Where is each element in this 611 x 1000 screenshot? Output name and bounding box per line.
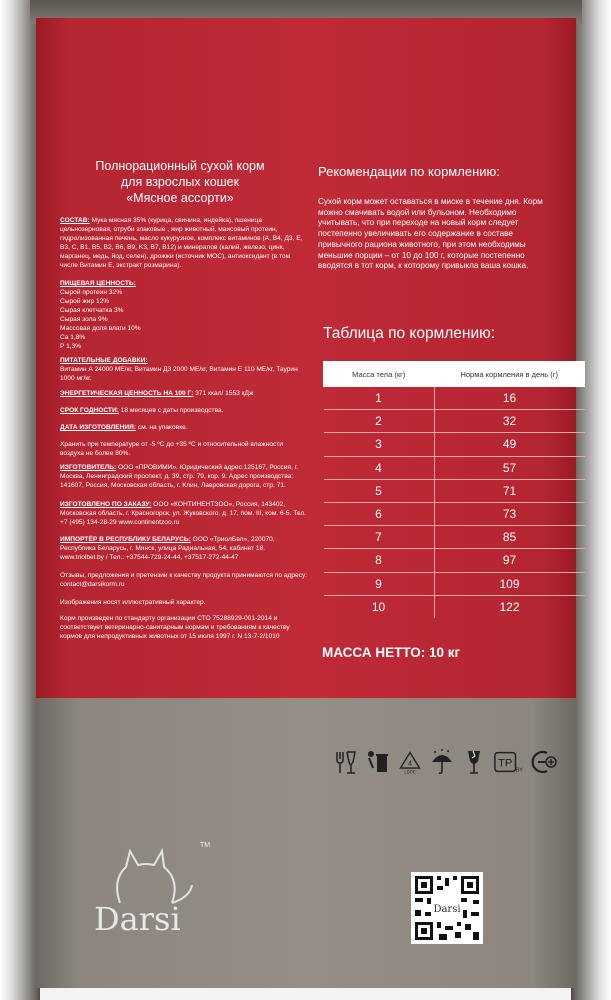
norm-cell: 32 <box>434 410 585 433</box>
package-icons <box>333 748 559 788</box>
nutrition-label: ПИЩЕВАЯ ЦЕННОСТЬ: <box>60 280 136 287</box>
nutrition-line: P 1,3% <box>60 343 82 350</box>
weight-cell: 1 <box>324 387 435 410</box>
nutrition-line: Сырой протеин 32% <box>60 289 123 296</box>
col-weight-header: Масса тела (кг) <box>324 362 435 387</box>
nutrition-line: Сырая клетчатка 3% <box>60 307 124 314</box>
nutrition-line: Ca 1,8% <box>60 334 86 341</box>
trademark-mark: TM <box>200 842 211 849</box>
bag-edge-left <box>0 0 40 1000</box>
norm-cell: 57 <box>434 456 585 479</box>
feeding-table-title: Таблица по кормлению: <box>323 325 496 342</box>
table-row <box>324 549 585 572</box>
bin-icon <box>365 748 391 776</box>
umbrella-icon <box>429 748 455 776</box>
weight-cell: 3 <box>324 433 435 456</box>
qr-icon <box>411 872 483 944</box>
title-line-2: для взрослых кошек <box>120 175 240 189</box>
fragile-icon <box>461 748 487 776</box>
table-row <box>324 433 585 456</box>
norm-cell: 122 <box>434 595 585 618</box>
manufacturer-block <box>60 463 308 490</box>
weight-cell: 7 <box>324 526 435 549</box>
norm-cell: 16 <box>434 387 585 410</box>
composition-label: СОСТАВ: <box>60 217 90 224</box>
energy-label: ЭНЕРГЕТИЧЕСКАЯ ЦЕННОСТЬ НА 100 Г: <box>60 390 194 397</box>
eac-icon <box>529 748 559 776</box>
weight-cell: 8 <box>324 549 435 572</box>
feedback-text: Отзывы, предложения и претензии к качеству продукта принимаются по адресу: contact@darsikorm.ru <box>60 572 308 588</box>
energy-block <box>60 389 308 398</box>
col-norm-header: Норма кормления в день (г) <box>434 362 585 387</box>
qr-label: Darsi <box>433 904 461 915</box>
table-row <box>324 387 585 410</box>
table-header-row <box>324 362 585 387</box>
recycle-icon <box>397 748 423 776</box>
shelf-text: 18 месяцев с даты производства. <box>120 407 224 414</box>
table-row <box>324 479 585 502</box>
manufacturer-label: ИЗГОТОВИТЕЛЬ: <box>60 464 117 471</box>
importer-label: ИМПОРТЁР В РЕСПУБЛИКУ БЕЛАРУСЬ: <box>60 536 191 543</box>
norm-cell: 71 <box>434 479 585 502</box>
shelf-block <box>60 406 308 415</box>
made-label: ДАТА ИЗГОТОВЛЕНИЯ: <box>60 424 137 431</box>
title-line-3: «Мясное ассорти» <box>126 191 234 205</box>
net-weight: МАССА НЕТТО: 10 кг <box>322 645 461 660</box>
grey-panel <box>36 698 576 988</box>
ordered-text: ООО «КОНТИНЕНТЗОО», Россия, 143402, Московская область, г. Красногорск, ул. Жуковского, д. 17, пом. III, ком. 6-5. Тел. +7 (495) 134-28-29 www.continentzoo.ru <box>60 501 306 526</box>
nutrition-line: Сырой жир 12% <box>60 298 110 305</box>
ordered-label: ИЗГОТОВЛЕНО ПО ЗАКАЗУ: <box>60 501 152 508</box>
storage-text: Хранить при температуре от -5 ºС до +35 ºС и относительной влажности воздуха не более 80%. <box>60 441 284 457</box>
norm-cell: 109 <box>434 572 585 595</box>
tr-sub-label: BY <box>515 767 523 774</box>
norm-cell: 85 <box>434 526 585 549</box>
composition-text: Мука мясная 35% (курица, свинина, индейка), пшеница цельнозерновая, отруби злаковые , жир животный, маисовый протеин, гидролизованная печень, масло кукурузное, комплекс витаминов (A, B4, Д3, E, B3, C, B1, B5, B2, B6, B9, K3, B7, B12) и минералов (калий, железо, цинк, марганец, медь, йод, селен), дрожжи (источник MOC), антиоксидант (в том числе Витамин E, экстракт розмарина). <box>60 217 303 269</box>
table-row <box>324 526 585 549</box>
ordered-block <box>60 500 308 527</box>
nutrition-line: Сырая зола 9% <box>60 316 108 323</box>
weight-cell: 6 <box>324 502 435 525</box>
standard-text: Корм произведен по стандарту организации СТО 75288929-001-2014 и соответствует ветеринарно-санитарным нормам и требованиям к качеству кормов для непродуктивных животных от 15 июля 1997 г. N 13-7-2/1010 <box>60 615 290 640</box>
norm-cell: 73 <box>434 502 585 525</box>
made-text: см. на упаковке. <box>137 424 188 431</box>
norm-cell: 49 <box>434 433 585 456</box>
table-row <box>324 572 585 595</box>
tr-by-icon <box>493 748 523 776</box>
nutrition-block <box>60 279 308 351</box>
manufacturer-text: ООО «ПРОВИМИ». Юридический адрес:125167, Россия, г. Москва, Ленинградский проспект, д. 39, стр. 79, кор. 9. Адрес производства: 141607, Россия, Московская область, г. Клин, Лавровская дорога, стр. 71. <box>60 464 299 489</box>
importer-block <box>60 535 308 562</box>
title-line-1: Полнорационный сухой корм <box>95 159 265 173</box>
composition-block <box>60 216 308 270</box>
svg-text:4: 4 <box>408 760 412 768</box>
weight-cell: 10 <box>324 595 435 618</box>
shelf-label: СРОК ГОДНОСТИ: <box>60 407 119 414</box>
table-row <box>324 595 585 618</box>
norm-cell: 97 <box>434 549 585 572</box>
recommendations-title: Рекомендации по кормлению: <box>318 164 500 179</box>
made-block <box>60 423 308 432</box>
recommendations-text: Сухой корм может оставаться в миске в течение дня. Корм можно смачивать водой или бульоном. Необходимо учитывать, что при переходе на новый корм следует постепенно увеличивать его содержание в составе привычного рациона животного, при этом необходимы меньшие порции – от 10 до 100 г, которые постепенно вводятся в тот корм, к которому привыкла ваша кошка. <box>318 197 543 271</box>
table-row <box>324 502 585 525</box>
table-row <box>324 410 585 433</box>
energy-text: 371 ккал/ 1553 кДж <box>195 390 254 397</box>
food-safe-icon <box>333 748 359 776</box>
brand-name: Darsi <box>94 900 181 938</box>
table-row <box>324 456 585 479</box>
illustrative-text: Изображения носят иллюстративный характер. <box>60 599 206 606</box>
weight-cell: 2 <box>324 410 435 433</box>
importer-text: ООО «ТриолБел», 220070, Республика Беларусь, г. Минск, улица Радиальная, 54, кабинет 18. www.triolbel.by / Тел.: +37544-729-24-44, +37517-272-44-47 <box>60 536 275 561</box>
nutrition-line: Массовая доля влаги 10% <box>60 325 141 332</box>
weight-cell: 9 <box>324 572 435 595</box>
additives-text: Витамин А 24000 МЕ/кг, Витамин Д3 2000 МЕ/кг, Витамин Е 110 МЕ/кг, Таурин 1000 мг/кг. <box>60 366 298 382</box>
recycle-label: LDPE <box>404 769 416 775</box>
additives-block <box>60 356 308 383</box>
additives-label: ПИТАТЕЛЬНЫЕ ДОБАВКИ: <box>60 357 148 364</box>
feeding-table <box>323 361 585 618</box>
weight-cell: 4 <box>324 456 435 479</box>
qr-code[interactable] <box>411 872 483 944</box>
tr-label: TP <box>497 757 513 770</box>
product-title <box>70 158 290 206</box>
weight-cell: 5 <box>324 479 435 502</box>
